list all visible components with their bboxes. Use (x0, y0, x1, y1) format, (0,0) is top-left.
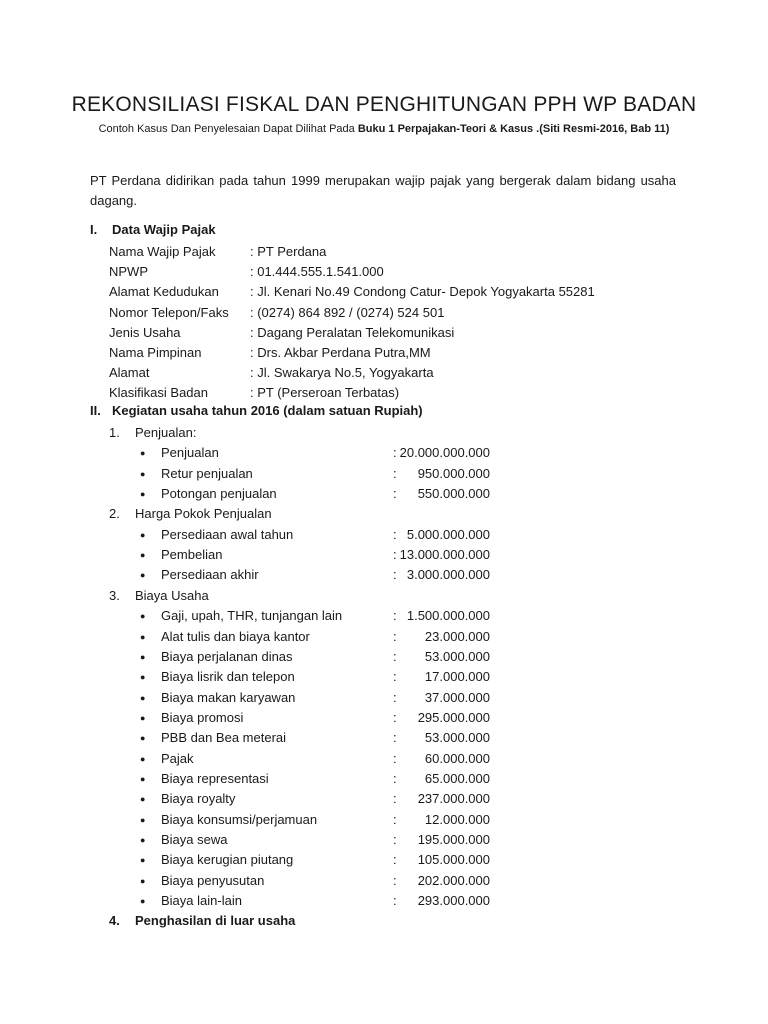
item-amount: 53.000.000 (424, 648, 490, 664)
item-colon: : (393, 486, 397, 502)
item-label: Biaya lisrik dan telepon (161, 669, 295, 685)
info-label: Alamat Kedudukan (109, 284, 219, 300)
item-colon: : (393, 811, 397, 827)
bullet-icon: ● (140, 468, 146, 479)
info-value: : Drs. Akbar Perdana Putra,MM (250, 345, 431, 360)
item-colon: : (393, 893, 397, 909)
info-value: : PT Perdana (250, 244, 327, 259)
item-colon: : (393, 730, 397, 746)
group-number: 2. (109, 506, 120, 522)
bullet-icon: ● (140, 814, 146, 825)
group-heading (109, 586, 209, 606)
item-amount: 13.000.000.000 (399, 547, 490, 563)
line-item (140, 749, 500, 769)
item-colon: : (393, 791, 397, 807)
section-number: I. (90, 222, 98, 237)
line-item (140, 891, 500, 911)
item-label: Gaji, upah, THR, tunjangan lain (161, 608, 343, 624)
bullet-icon: ● (140, 651, 146, 662)
item-amount: 12.000.000 (424, 811, 490, 827)
subtitle-prefix: Contoh Kasus Dan Penyelesaian Dapat Dilihat Pada (98, 123, 358, 135)
bullet-icon: ● (140, 794, 146, 805)
item-amount: 60.000.000 (424, 750, 490, 766)
info-row (109, 282, 709, 302)
item-amount: 1.500.000.000 (406, 608, 490, 624)
line-item (140, 789, 500, 809)
subtitle-reference: Buku 1 Perpajakan-Teori & Kasus .(Siti Resmi-2016, Bab 11) (357, 123, 670, 135)
line-item (140, 769, 500, 789)
info-row (109, 262, 709, 282)
group-number: 4. (109, 913, 120, 929)
info-label: Nama Pimpinan (109, 345, 202, 360)
item-colon: : (393, 872, 397, 888)
group-title: Penjualan: (135, 425, 197, 440)
bullet-icon: ● (140, 692, 146, 703)
item-amount: 37.000.000 (424, 689, 490, 705)
line-item (140, 667, 500, 687)
line-item (140, 464, 500, 484)
bullet-icon: ● (140, 855, 146, 866)
info-label: Nama Wajip Pajak (109, 244, 216, 259)
item-amount: 5.000.000.000 (406, 526, 490, 542)
group-number: 1. (109, 425, 120, 440)
item-colon: : (393, 832, 397, 847)
info-value: : PT (Perseroan Terbatas) (250, 385, 400, 401)
item-colon: : (393, 567, 397, 583)
document-title: REKONSILIASI FISKAL DAN PENGHITUNGAN PPH WP BADAN (71, 93, 697, 116)
bullet-icon: ● (140, 489, 146, 500)
info-row (109, 323, 709, 343)
item-colon: : (393, 608, 397, 624)
bullet-icon: ● (140, 570, 146, 581)
item-amount: 53.000.000 (424, 730, 490, 746)
item-label: Biaya lain-lain (161, 893, 242, 909)
item-label: Pajak (161, 750, 194, 766)
item-label: Persediaan awal tahun (161, 526, 294, 542)
item-label: Biaya kerugian piutang (161, 852, 294, 868)
group-title: Penghasilan di luar usaha (135, 913, 296, 929)
line-item (140, 545, 500, 565)
bullet-icon: ● (140, 550, 146, 561)
document-subtitle (0, 123, 768, 135)
item-label: Biaya konsumsi/perjamuan (161, 811, 318, 827)
info-value: : 01.444.555.1.541.000 (250, 264, 384, 280)
info-row (109, 363, 709, 383)
line-item (140, 443, 500, 463)
item-amount: 202.000.000 (417, 872, 490, 888)
info-label: Klasifikasi Badan (109, 385, 208, 401)
item-amount: 105.000.000 (417, 852, 490, 868)
bullet-icon: ● (140, 611, 146, 622)
line-item (140, 810, 500, 830)
info-value: : Dagang Peralatan Telekomunikasi (250, 324, 455, 340)
item-amount: 295.000.000 (417, 709, 490, 725)
item-amount: 3.000.000.000 (406, 567, 490, 583)
item-amount: 195.000.000 (417, 832, 490, 847)
item-label: PBB dan Bea meterai (161, 730, 287, 746)
item-label: Biaya perjalanan dinas (161, 648, 293, 664)
item-colon: : (393, 547, 397, 563)
group-title: Harga Pokok Penjualan (135, 506, 272, 522)
line-item (140, 627, 500, 647)
section-title: Kegiatan usaha tahun 2016 (dalam satuan Rupiah) (112, 403, 423, 418)
item-label: Pembelian (161, 547, 223, 563)
line-item (140, 728, 500, 748)
line-item (140, 484, 500, 504)
item-label: Biaya royalty (161, 791, 236, 807)
bullet-icon: ● (140, 896, 146, 907)
info-row (109, 303, 709, 323)
info-row (109, 383, 709, 403)
section-1-heading (90, 222, 216, 237)
item-label: Alat tulis dan biaya kantor (161, 628, 310, 644)
line-item (140, 871, 500, 891)
line-item (140, 606, 500, 626)
line-item (140, 525, 500, 545)
item-colon: : (393, 445, 397, 461)
item-colon: : (393, 465, 397, 481)
item-amount: 950.000.000 (417, 465, 490, 481)
item-label: Biaya penyusutan (161, 872, 265, 888)
line-item (140, 708, 500, 728)
item-label: Biaya promosi (161, 709, 244, 725)
item-colon: : (393, 628, 397, 644)
bullet-icon: ● (140, 672, 146, 683)
bullet-icon: ● (140, 773, 146, 784)
line-item (140, 565, 500, 585)
item-amount: 550.000.000 (417, 486, 490, 502)
group-heading (109, 504, 272, 524)
info-value: : (0274) 864 892 / (0274) 524 501 (250, 304, 445, 320)
info-row (109, 343, 709, 363)
section-title: Data Wajip Pajak (112, 222, 216, 237)
item-colon: : (393, 750, 397, 766)
bullet-icon: ● (140, 448, 146, 459)
bullet-icon: ● (140, 733, 146, 744)
item-label: Potongan penjualan (161, 486, 277, 502)
intro-paragraph: PT Perdana didirikan pada tahun 1999 merupakan wajip pajak yang bergerak dalam bidang usaha dagang. (90, 173, 676, 208)
item-amount: 293.000.000 (417, 893, 490, 909)
group-number: 3. (109, 587, 120, 603)
section-2-heading (90, 403, 423, 418)
item-label: Penjualan (161, 445, 219, 461)
info-value: : Jl. Kenari No.49 Condong Catur- Depok Yogyakarta 55281 (250, 284, 595, 300)
item-amount: 17.000.000 (424, 669, 490, 685)
info-label: Nomor Telepon/Faks (109, 304, 229, 320)
bullet-icon: ● (140, 712, 146, 723)
section-number: II. (90, 403, 101, 418)
item-colon: : (393, 526, 397, 542)
item-label: Biaya sewa (161, 832, 228, 847)
line-item (140, 647, 500, 667)
line-item (140, 830, 500, 850)
line-item (140, 688, 500, 708)
group-title: Biaya Usaha (135, 587, 209, 603)
bullet-icon: ● (140, 835, 146, 845)
bullet-icon: ● (140, 875, 146, 886)
item-amount: 20.000.000.000 (399, 445, 490, 461)
bullet-icon: ● (140, 631, 146, 642)
item-colon: : (393, 669, 397, 685)
info-label: NPWP (109, 264, 148, 280)
bullet-icon: ● (140, 529, 146, 540)
item-amount: 23.000.000 (424, 628, 490, 644)
bullet-icon: ● (140, 753, 146, 764)
item-colon: : (393, 648, 397, 664)
group-heading (109, 423, 196, 443)
line-item (140, 850, 500, 870)
item-label: Retur penjualan (161, 465, 253, 481)
group-heading (109, 911, 295, 931)
item-colon: : (393, 709, 397, 725)
item-label: Biaya representasi (161, 770, 269, 786)
info-value: : Jl. Swakarya No.5, Yogyakarta (250, 365, 434, 381)
item-colon: : (393, 770, 397, 786)
info-label: Jenis Usaha (109, 324, 181, 340)
item-amount: 237.000.000 (417, 791, 490, 807)
info-row (109, 242, 709, 262)
info-label: Alamat (109, 365, 150, 381)
item-colon: : (393, 852, 397, 868)
item-label: Persediaan akhir (161, 567, 259, 583)
item-label: Biaya makan karyawan (161, 689, 296, 705)
item-colon: : (393, 689, 397, 705)
item-amount: 65.000.000 (424, 770, 490, 786)
